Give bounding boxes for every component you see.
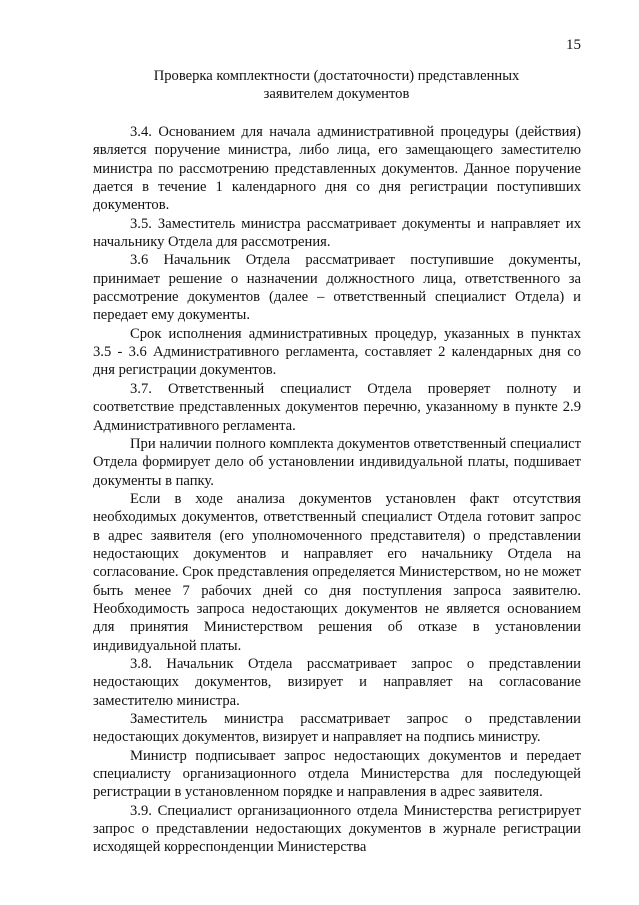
paragraph-minister-signs: Министр подписывает запрос недостающих документов и передает специалисту организационного отдела Министерства для последующей регистрации в установленном порядке и направления в адрес заявителя. xyxy=(93,747,581,801)
paragraph-3-7: 3.7. Ответственный специалист Отдела проверяет полноту и соответствие представленных документов перечню, указанному в пункте 2.9 Административного регламента. xyxy=(93,380,581,434)
section-heading-line-1: Проверка комплектности (достаточности) представленных xyxy=(153,68,520,84)
paragraph-deputy-review: Заместитель министра рассматривает запрос о представлении недостающих документов, визирует и направляет на подпись министру. xyxy=(93,711,581,746)
paragraph-3-9: 3.9. Специалист организационного отдела Министерства регистрирует запрос о представлении недостающих документов в журнале регистрации исходящей корреспонденции Министерства xyxy=(93,802,581,856)
section-heading-line-2: заявителем документов xyxy=(263,86,410,102)
document-body xyxy=(93,123,581,857)
paragraph-complete-set: При наличии полного комплекта документов ответственный специалист Отдела формирует дело об установлении индивидуальной платы, подшивает документы в папку. xyxy=(93,435,581,489)
section-heading xyxy=(92,67,581,103)
paragraph-3-4: 3.4. Основанием для начала административной процедуры (действия) является поручение министра, либо лица, его замещающего заместителю министра по рассмотрению представленных документов. Данное поручение дается в течение 1 календарного дня со дня регистрации поступивших документов. xyxy=(93,124,581,214)
paragraph-deadline: Срок исполнения административных процедур, указанных в пунктах 3.5 - 3.6 Административного регламента, составляет 2 календарных дня со дня регистрации документов. xyxy=(93,325,581,379)
paragraph-3-5: 3.5. Заместитель министра рассматривает документы и направляет их начальнику Отдела для рассмотрения. xyxy=(93,215,581,251)
page-number: 15 xyxy=(566,37,581,53)
paragraph-missing-documents: Если в ходе анализа документов установлен факт отсутствия необходимых документов, ответственный специалист Отдела готовит запрос в адрес заявителя (его уполномоченного представителя) о представлении недостающих документов и направляет его начальнику Отдела на согласование. Срок представления определяется Министерством, но не может быть менее 7 рабочих дней со дня поступления запроса заявителю. Необходимость запроса недостающих документов не является основанием для принятия Министерством решения об отказе в установлении индивидуальной платы. xyxy=(93,490,581,654)
paragraph-3-6: 3.6 Начальник Отдела рассматривает поступившие документы, принимает решение о назначении должностного лица, ответственного за рассмотрение документов (далее – ответственный специалист Отдела) и передает ему документы. xyxy=(93,252,581,324)
paragraph-3-8: 3.8. Начальник Отдела рассматривает запрос о представлении недостающих документов, визирует и направляет на согласование заместителю министра. xyxy=(93,655,581,709)
